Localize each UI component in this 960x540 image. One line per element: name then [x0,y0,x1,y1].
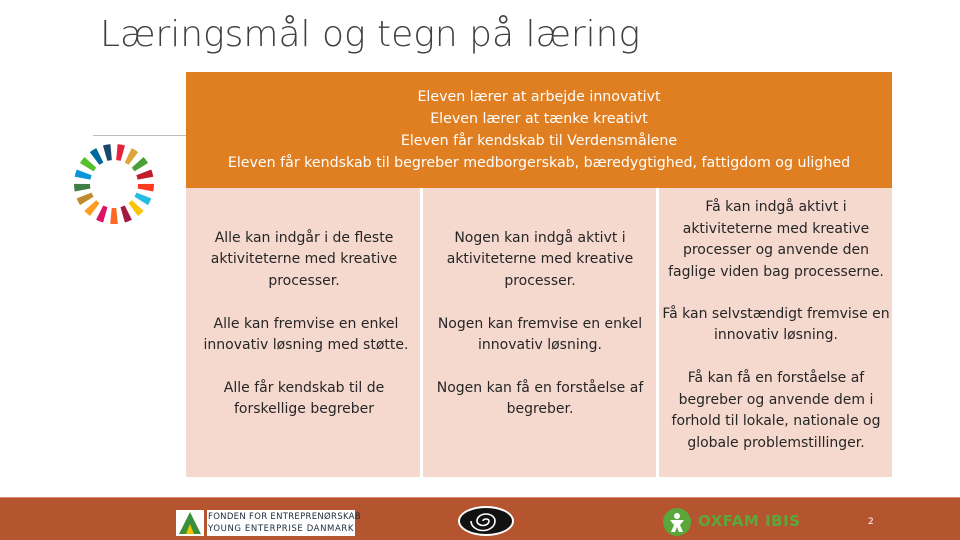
cell-few-row1: Få kan indgå aktivt i aktiviteterne med kreative processer og anvende den faglige viden bag processerne. [668,199,884,280]
goal-line: Eleven lærer at tænke kreativt [430,111,648,127]
sdg-wheel-segment [132,157,148,171]
cell-all-row2: Alle kan fremvise en enkel innovativ løsning med støtte. [203,315,409,353]
signs-of-learning-table [186,188,892,477]
sdg-wheel-segment [138,184,154,192]
sdg-wheel-segment [110,208,118,224]
cell-few-row2: Få kan selvstændigt fremvise en innovativ løsning. [662,305,890,343]
goal-line: Eleven får kendskab til begreber medborgerskab, bæredygtighed, fattigdom og ulighed [227,155,851,171]
sdg-wheel-segment [121,205,132,222]
oxfam-logo-text: OXFAM IBIS [698,512,801,530]
cell-few-row3: Få kan få en forståelse af begreber og anvende dem i forhold til lokale, nationale og globale problemstillinger. [671,370,881,451]
sdg-wheel-segment [90,148,104,165]
slide-title: Læringsmål og tegn på læring [100,14,641,55]
goal-line: Eleven lærer at arbejde innovativt [417,89,661,105]
decorative-line [93,135,186,136]
sdg-wheel-segment [75,169,92,179]
sdg-wheel-segment [128,200,143,216]
sdg-wheel-icon [72,142,182,226]
sdg-wheel-segment [116,144,125,161]
sdg-wheel-segment [80,157,96,171]
cell-some-row2: Nogen kan fremvise en enkel innovativ løsning. [437,315,643,353]
cell-some-row1: Nogen kan indgå aktivt i aktiviteterne med kreative processer. [446,229,634,289]
spiral-logo-icon [457,505,515,537]
logo-text-line2: YOUNG ENTERPRISE DANMARK [208,524,355,534]
column-divider [420,188,423,477]
learning-goals-box [186,72,892,188]
column-divider [656,188,659,477]
cell-all-row3: Alle får kendskab til de forskellige begreber [223,379,385,417]
sdg-wheel-segment [136,169,153,179]
sdg-wheel-segment [103,144,112,161]
sdg-wheel-segment [84,200,99,216]
sdg-wheel-segment [77,193,94,206]
page-number: 2 [868,517,874,527]
cell-all-row1: Alle kan indgår i de fleste aktiviteterne med kreative processer. [210,229,398,289]
logo-text-line1: FONDEN FOR ENTREPRENØRSKAB [208,512,361,522]
cell-some-row3: Nogen kan få en forståelse af begreber. [436,379,644,417]
oxfam-logo-icon [662,507,692,537]
sdg-wheel-segment [125,148,139,165]
goal-line: Eleven får kendskab til Verdensmålene [400,133,678,149]
sdg-wheel-segment [134,193,151,206]
sdg-wheel-segment [96,205,107,222]
sdg-wheel-segment [74,184,90,192]
